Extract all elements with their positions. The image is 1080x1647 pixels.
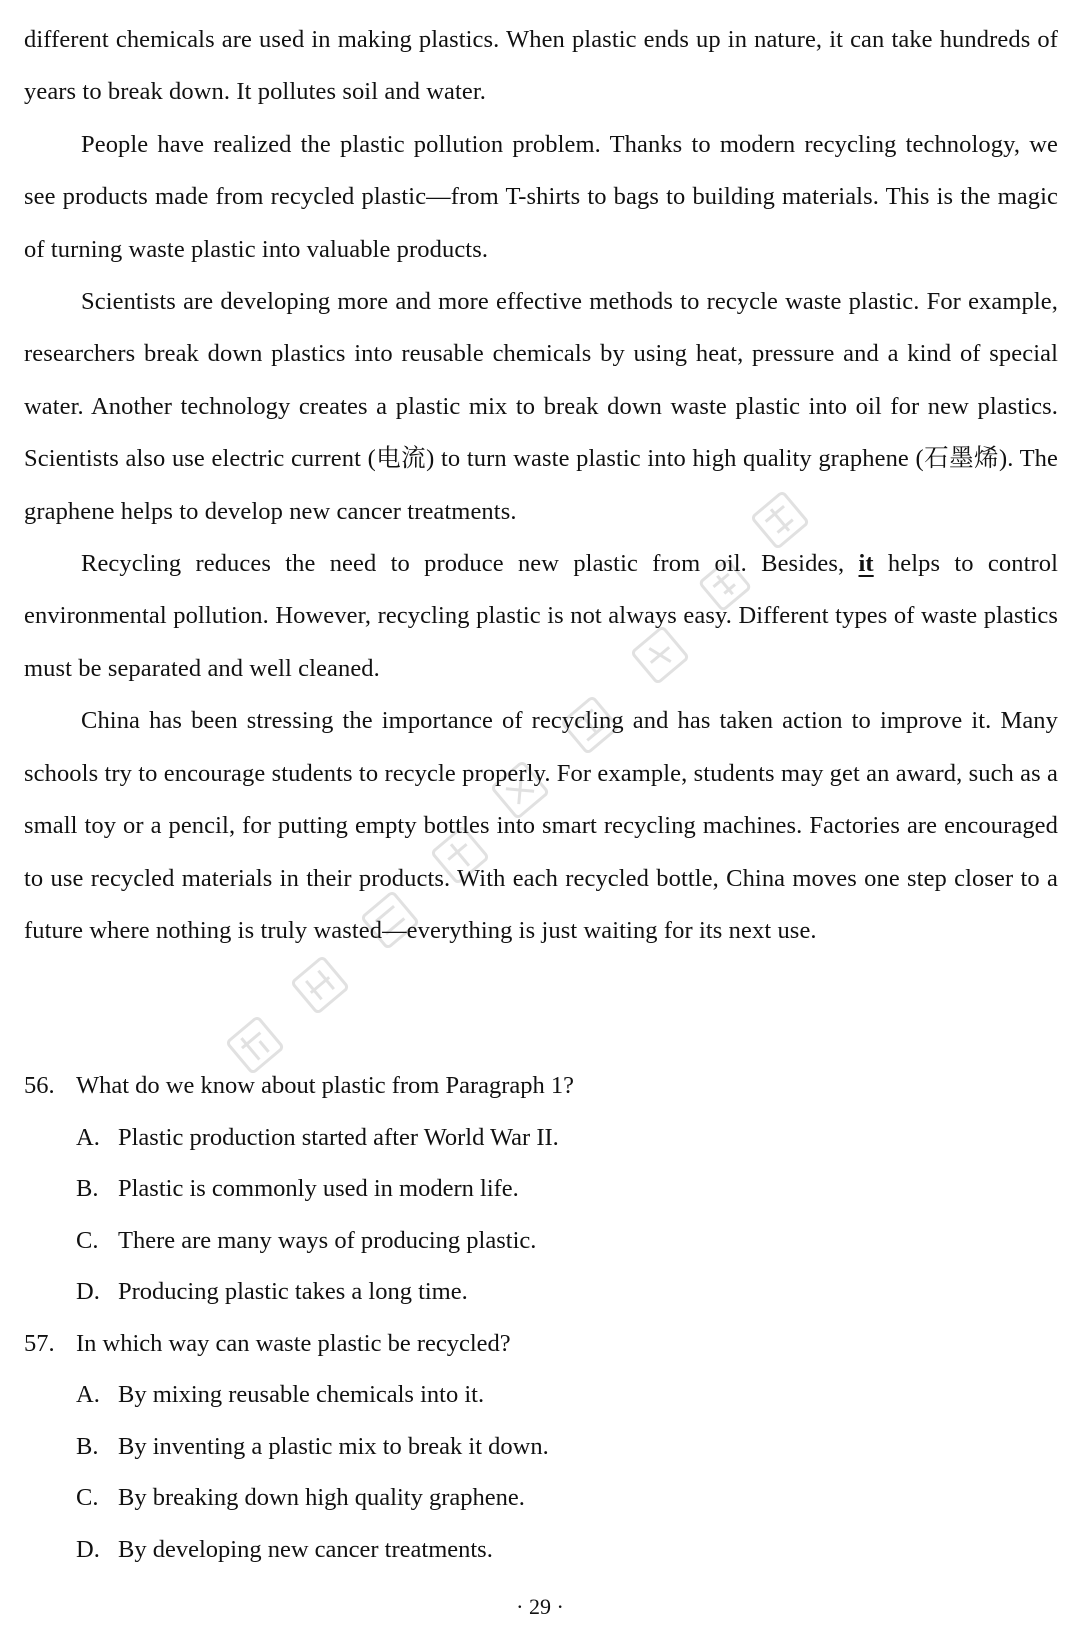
question-stem xyxy=(24,1318,1058,1370)
option-letter: A. xyxy=(76,1123,100,1151)
option-d xyxy=(24,1266,1058,1318)
question-56 xyxy=(24,1060,1058,1318)
question-stem xyxy=(24,1060,1058,1112)
option-b xyxy=(24,1163,1058,1215)
option-text: There are many ways of producing plastic. xyxy=(118,1226,537,1254)
passage-paragraph-2: People have realized the plastic pollution problem. Thanks to modern recycling technology, we see products made from recycled plastic—from T-shirts to bags to building materials. This is the magic of turning waste plastic into valuable products. xyxy=(24,130,1058,263)
option-letter: C. xyxy=(76,1226,99,1254)
option-a xyxy=(24,1369,1058,1421)
option-letter: B. xyxy=(76,1432,99,1460)
option-text: By mixing reusable chemicals into it. xyxy=(118,1381,485,1408)
passage-paragraph-3: Scientists are developing more and more effective methods to recycle waste plastic. For example, researchers break down plastics into reusable chemicals by using heat, pressure and a kind of special water. Another technology creates a plastic mix to break down waste plastic into oil for new plastics. Scientists also use electric current (电流) to turn waste plastic into high quality graphene (石墨烯). The graphene helps to develop new cancer treatments. xyxy=(24,288,1058,525)
underlined-word-it: it xyxy=(858,550,874,578)
option-c xyxy=(24,1215,1058,1267)
option-text: By inventing a plastic mix to break it down. xyxy=(118,1432,549,1460)
option-b xyxy=(24,1421,1058,1473)
passage-paragraph-4 xyxy=(24,538,1058,695)
option-text: By breaking down high quality graphene. xyxy=(118,1484,525,1511)
option-d xyxy=(24,1524,1058,1576)
option-letter: D. xyxy=(76,1278,100,1305)
option-text: Plastic is commonly used in modern life. xyxy=(118,1175,519,1202)
option-letter: A. xyxy=(76,1381,100,1408)
paragraph-4-text-before: Recycling reduces the need to produce new plastic from oil. Besides, xyxy=(81,550,859,578)
passage-paragraph-5: China has been stressing the importance of recycling and has taken action to improve it. Many schools try to encourage students to recycle properly. For example, students may get an award, such as a small toy or a pencil, for putting empty bottles into smart recycling machines. Factories are encouraged to use recycled materials in their products. With each recycled bottle, China moves one step closer to a future where nothing is truly wasted—everything is just waiting for its next use. xyxy=(24,707,1058,944)
question-list xyxy=(24,1060,1058,1575)
passage-paragraph-1: different chemicals are used in making plastics. When plastic ends up in nature, it can take hundreds of years to break down. It pollutes soil and water. xyxy=(24,26,1058,106)
option-letter: D. xyxy=(76,1535,100,1563)
question-57 xyxy=(24,1318,1058,1576)
option-text: Plastic production started after World War II. xyxy=(118,1123,559,1151)
option-letter: C. xyxy=(76,1484,99,1511)
paragraph-4-text-after: helps to control environmental pollution. However, recycling plastic is not always easy. Different types of waste plastics must be separated and well cleaned. xyxy=(24,550,1058,682)
option-c xyxy=(24,1472,1058,1524)
question-number: 57. xyxy=(24,1329,55,1357)
question-number: 56. xyxy=(24,1072,55,1099)
reading-passage xyxy=(24,14,1058,957)
question-text: What do we know about plastic from Paragraph 1? xyxy=(76,1072,575,1099)
question-text: In which way can waste plastic be recycled? xyxy=(76,1329,511,1357)
option-text: By developing new cancer treatments. xyxy=(118,1535,493,1563)
option-a xyxy=(24,1112,1058,1164)
option-text: Producing plastic takes a long time. xyxy=(118,1278,468,1305)
page-number: · 29 · xyxy=(516,1594,564,1619)
option-letter: B. xyxy=(76,1175,99,1202)
